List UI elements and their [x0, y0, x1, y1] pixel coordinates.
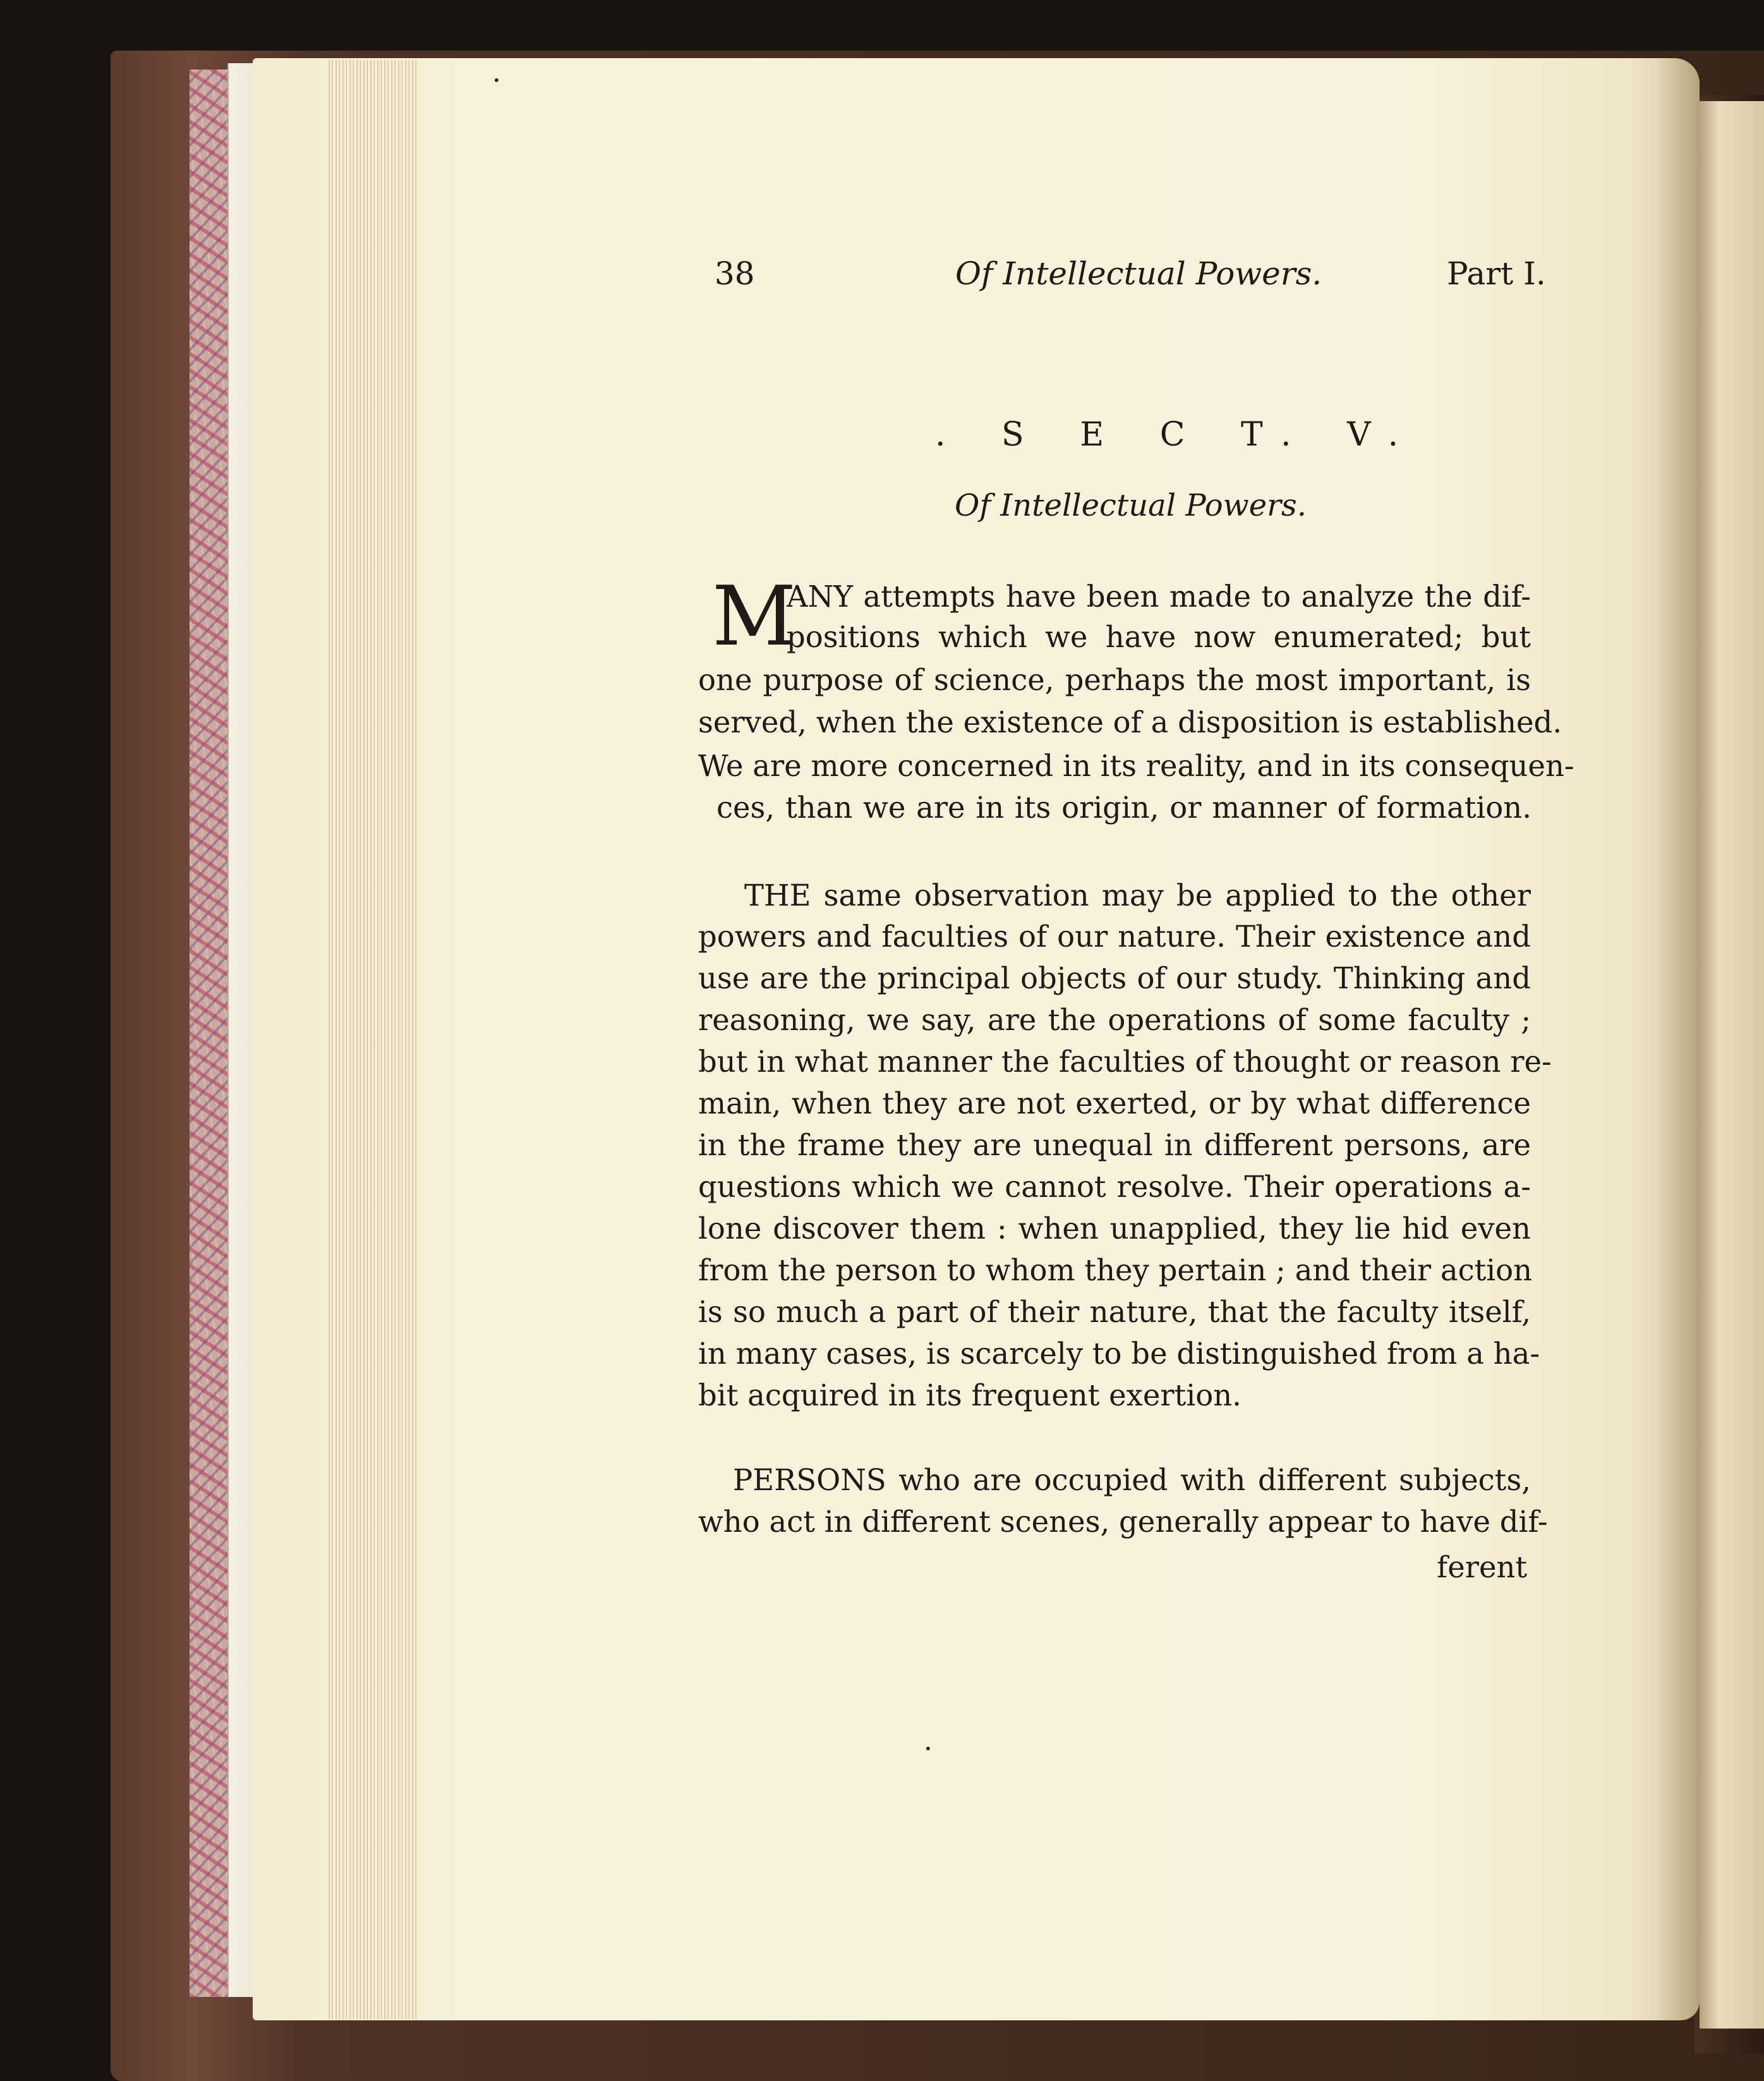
text-line: but in what manner the faculties of thought or reason re- — [698, 1045, 1552, 1079]
text-line: bit acquired in its frequent exertion. — [698, 1378, 1241, 1412]
page-stack-edges — [329, 60, 417, 2019]
running-title: Of Intellectual Powers. — [955, 255, 1322, 292]
facing-page-edge — [1700, 101, 1764, 2029]
text-line: from the person to whom they pertain ; and their action — [698, 1253, 1533, 1287]
text-line: one purpose of science, perhaps the most important, is — [698, 663, 1531, 697]
ink-speck: • — [493, 73, 500, 88]
section-subtitle: Of Intellectual Powers. — [955, 488, 1307, 523]
text-line: ANY attempts have been made to analyze the dif- — [787, 579, 1531, 614]
catchword: ferent — [1437, 1550, 1528, 1584]
drop-cap: M — [712, 568, 797, 664]
text-line: lone discover them : when unapplied, they lie hid even — [698, 1211, 1531, 1246]
text-line: positions which we have now enumerated; but — [787, 620, 1531, 654]
text-line: in the frame they are unequal in different persons, are — [698, 1128, 1531, 1162]
page-shadow — [1655, 58, 1700, 2020]
text-line: reasoning, we say, are the operations of some faculty ; — [698, 1003, 1531, 1037]
text-line: who act in different scenes, generally appear to have dif- — [698, 1505, 1548, 1539]
ink-speck: • — [924, 1741, 932, 1756]
text-line: THE same observation may be applied to the other — [744, 878, 1531, 913]
text-line: ces, than we are in its origin, or manner of formation. — [716, 791, 1531, 825]
part-label: Part I. — [1447, 255, 1546, 292]
text-line: questions which we cannot resolve. Their operations a- — [698, 1170, 1531, 1204]
section-heading: . S E C T. V. — [935, 416, 1422, 454]
marbled-endpaper — [190, 70, 227, 1997]
page-number: 38 — [715, 255, 755, 292]
text-line: served, when the existence of a disposition is established. — [698, 705, 1562, 739]
text-line: main, when they are not exerted, or by what difference — [698, 1086, 1531, 1120]
text-line: is so much a part of their nature, that the faculty itself, — [698, 1295, 1531, 1329]
text-line: powers and faculties of our nature. Their existence and — [698, 919, 1531, 954]
text-line: PERSONS who are occupied with different subjects, — [733, 1463, 1531, 1497]
text-line: in many cases, is scarcely to be distinguished from a ha- — [698, 1337, 1540, 1371]
text-line: We are more concerned in its reality, and in its consequen- — [698, 749, 1574, 783]
text-line: use are the principal objects of our study. Thinking and — [698, 961, 1531, 995]
